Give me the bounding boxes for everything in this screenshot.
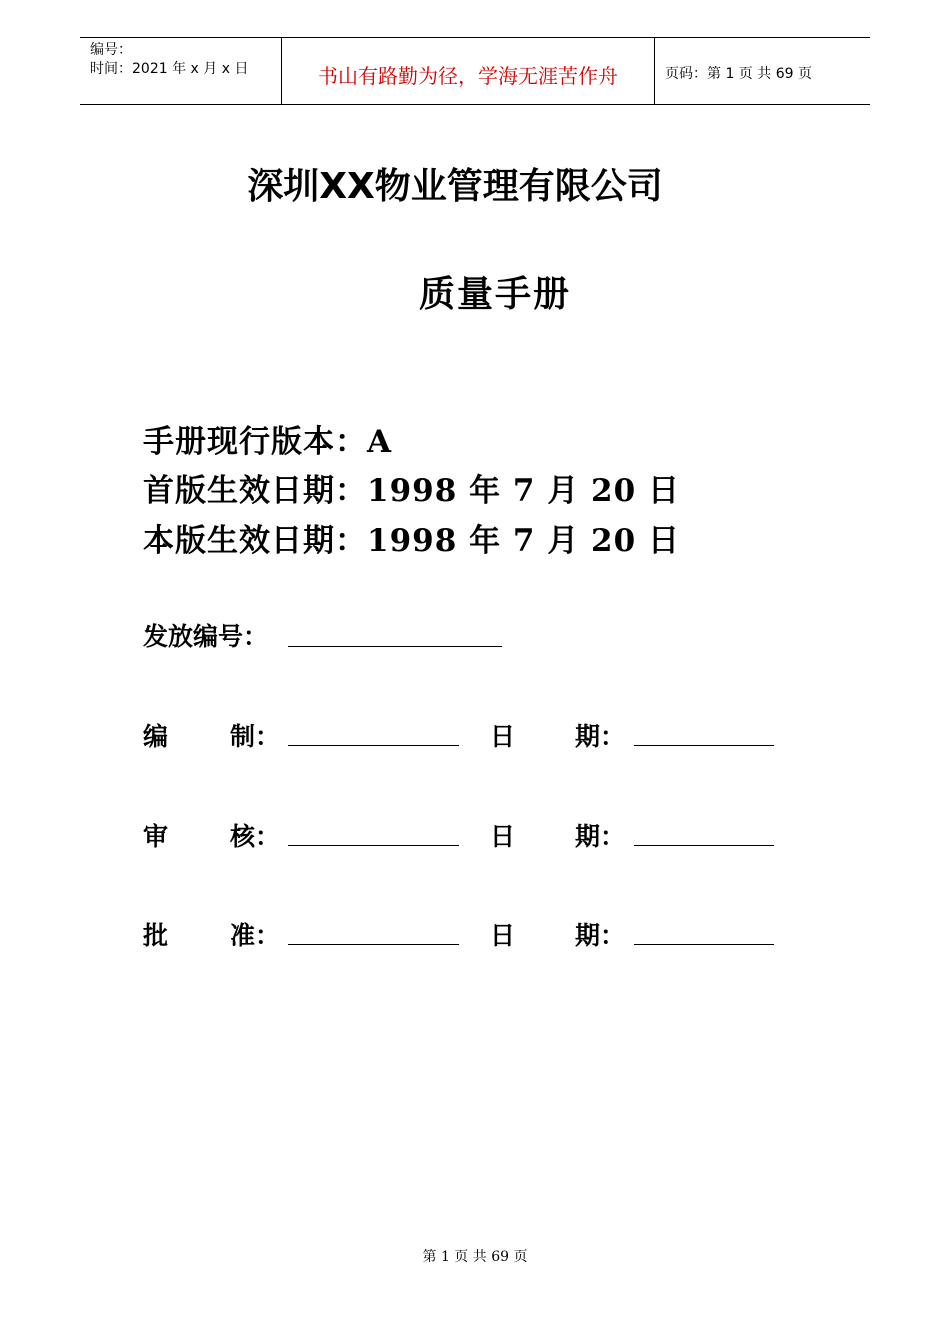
approved-by-label-char2: 准：	[230, 921, 281, 950]
approved-date-field[interactable]	[634, 944, 774, 945]
issue-number-label: 发放编号：	[143, 622, 269, 651]
header-page-cell	[655, 38, 870, 104]
approved-date-label-char2: 期：	[575, 921, 626, 950]
prepared-date-field[interactable]	[634, 745, 774, 746]
reviewed-date-label-char1: 日	[490, 822, 516, 851]
reviewed-by-field[interactable]	[288, 845, 459, 846]
header-motto-cell	[281, 38, 655, 104]
approved-by-label-char1: 批	[143, 921, 169, 950]
reviewed-by-label-char2: 核：	[230, 822, 281, 851]
prepared-by-field[interactable]	[288, 745, 459, 746]
header-number-label: 编号：	[90, 42, 132, 58]
reviewed-date-label-char2: 期：	[575, 822, 626, 851]
prepared-by-label-char2: 制：	[230, 722, 281, 751]
current-effective-date: 本版生效日期：1998 年 7 月 20 日	[143, 523, 680, 559]
header-meta-cell	[80, 38, 281, 104]
header-motto: 书山有路勤为径，学海无涯苦作舟	[318, 64, 618, 88]
header-time-label: 时间：2021 年 x 月 x 日	[90, 61, 249, 77]
issue-number-field[interactable]	[288, 646, 502, 647]
reviewed-date-field[interactable]	[634, 845, 774, 846]
header-page-info: 页码：第 1 页 共 69 页	[665, 66, 812, 82]
first-effective-date: 首版生效日期：1998 年 7 月 20 日	[143, 473, 680, 509]
company-title: 深圳XX物业管理有限公司	[247, 166, 663, 207]
reviewed-by-label-char1: 审	[143, 822, 169, 851]
prepared-date-label-char1: 日	[490, 722, 516, 751]
prepared-by-label-char1: 编	[143, 722, 169, 751]
page-footer: 第 1 页 共 69 页	[422, 1249, 528, 1265]
approved-date-label-char1: 日	[490, 921, 516, 950]
page-header	[80, 37, 870, 105]
document-title: 质量手册	[418, 274, 571, 315]
approved-by-field[interactable]	[288, 944, 459, 945]
manual-version: 手册现行版本：A	[143, 424, 393, 460]
prepared-date-label-char2: 期：	[575, 722, 626, 751]
